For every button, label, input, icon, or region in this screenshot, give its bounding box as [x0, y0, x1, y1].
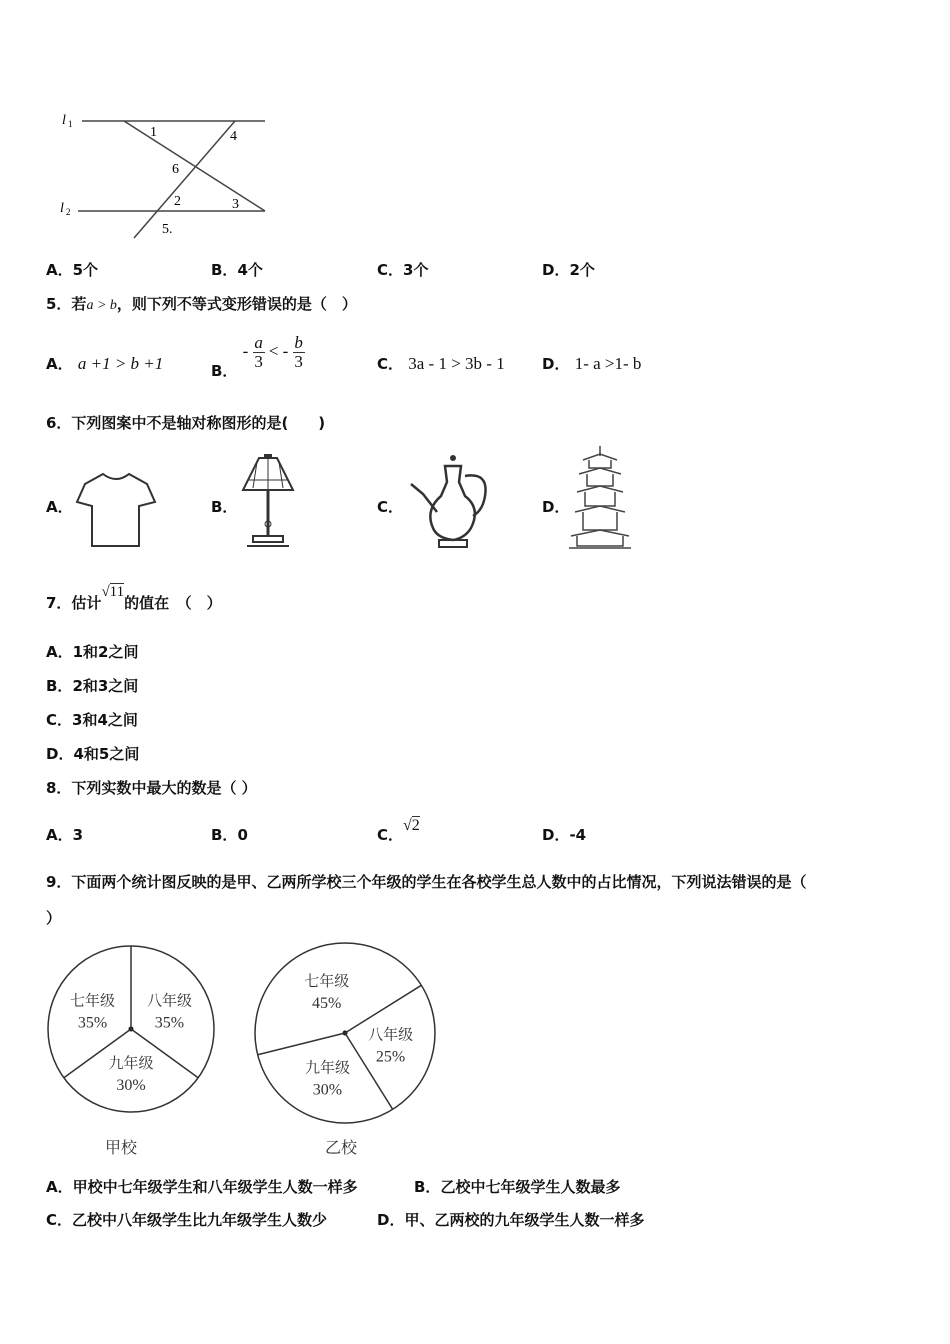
q8-option-b[interactable] — [211, 825, 248, 845]
q9-option-a[interactable] — [46, 1177, 358, 1197]
q6-stem: 6．下列图案中不是轴对称图形的是( ) — [46, 414, 326, 432]
q4-option-d[interactable] — [542, 260, 595, 280]
pie-slice-label: 八年级 — [368, 1025, 414, 1044]
stem-text: ，则下列不等式变形错误的是（ ） — [116, 295, 357, 313]
option-letter: B． — [211, 826, 238, 844]
option-letter: A． — [46, 643, 73, 661]
q9-option-d[interactable] — [377, 1210, 644, 1230]
t-shirt-icon — [75, 470, 165, 550]
option-letter: A． — [46, 261, 73, 279]
q5-stem — [46, 294, 357, 316]
option-text: -4 — [569, 826, 587, 844]
pie-slice-percent: 45% — [312, 994, 342, 1012]
pagoda-icon — [565, 444, 635, 554]
option-text: 5个 — [72, 261, 99, 279]
q9-stem-end: ） — [46, 909, 62, 927]
stem-text: 7．估计 — [46, 594, 102, 612]
angle-4: 4 — [230, 129, 237, 144]
option-letter: D． — [377, 1211, 405, 1229]
option-text: 3 — [72, 826, 84, 844]
angle-5: 5. — [162, 222, 173, 237]
denominator: 3 — [294, 352, 303, 371]
option-text: 乙校中八年级学生比九年级学生人数少 — [72, 1211, 328, 1229]
label-l1-sub: 1 — [68, 119, 73, 129]
option-letter: D． — [542, 261, 570, 279]
q9-option-b[interactable] — [414, 1177, 620, 1197]
q9-stem: 9．下面两个统计图反映的是甲、乙两所学校三个年级的学生在各校学生总人数中的占比情况，下列说法错误的是（ — [46, 873, 807, 891]
option-text: 甲校中七年级学生和八年级学生人数一样多 — [72, 1178, 358, 1196]
pie-slice-label: 七年级 — [70, 991, 116, 1010]
option-text: 4和5之间 — [73, 745, 140, 763]
q8-option-a[interactable] — [46, 825, 83, 845]
option-letter: D． — [542, 355, 570, 373]
angle-3: 3 — [232, 197, 239, 212]
q7-option-d[interactable] — [46, 744, 139, 764]
q7-option-b[interactable] — [46, 676, 138, 696]
option-text: 2和3之间 — [72, 677, 139, 695]
q8-stem: 8．下列实数中最大的数是（ ） — [46, 779, 257, 797]
radicand: 2 — [411, 817, 420, 834]
label-l1: l — [62, 113, 66, 128]
option-letter: C． — [377, 355, 404, 373]
denominator: 3 — [254, 352, 263, 371]
option-text: 乙校中七年级学生人数最多 — [440, 1178, 621, 1196]
q4-option-c[interactable] — [377, 260, 428, 280]
pie-slice-percent: 35% — [154, 1014, 185, 1032]
pie-slice-label: 九年级 — [304, 1058, 350, 1077]
option-letter: A． — [46, 1178, 73, 1196]
pie-slice-label: 九年级 — [108, 1054, 154, 1073]
stem-text: 5．若 — [46, 295, 87, 313]
option-letter: A． — [46, 355, 73, 373]
option-letter: A． — [46, 826, 73, 844]
option-letter: B． — [211, 362, 238, 381]
pie-slice-label: 八年级 — [146, 991, 192, 1010]
q9-option-c[interactable] — [46, 1210, 327, 1230]
pie-slice-percent: 35% — [77, 1014, 108, 1032]
option-text: 甲、乙两校的九年级学生人数一样多 — [404, 1211, 645, 1229]
q7-option-a[interactable] — [46, 642, 138, 662]
q5-option-d[interactable] — [542, 354, 641, 374]
pie-slice-boundary — [258, 1033, 345, 1055]
parallel-lines-figure — [40, 100, 280, 245]
pie-title: 乙校 — [324, 1138, 358, 1157]
q6-option-d[interactable]: D． — [542, 498, 570, 516]
option-text: 2个 — [569, 261, 595, 279]
q4-option-b[interactable] — [211, 260, 263, 280]
option-text: 1和2之间 — [72, 643, 139, 661]
pie-slice-boundary — [345, 1033, 393, 1109]
angle-2: 2 — [174, 194, 181, 209]
fraction — [253, 334, 265, 371]
fraction — [293, 334, 305, 371]
option-math: 3a - 1 > 3b - 1 — [408, 354, 505, 373]
numerator: a — [254, 333, 263, 352]
option-text: 3个 — [403, 261, 429, 279]
radicand: 11 — [109, 584, 125, 600]
pie-charts — [35, 935, 455, 1165]
option-letter: C． — [46, 711, 73, 729]
option-text: 4个 — [237, 261, 263, 279]
pie-slice-percent: 30% — [116, 1077, 146, 1095]
pie-title: 甲校 — [104, 1138, 138, 1157]
q6-option-a[interactable]: A． — [46, 498, 73, 516]
sqrt-2: √2 — [403, 817, 420, 834]
angle-1: 1 — [150, 125, 157, 140]
q5-option-b[interactable] — [211, 330, 305, 381]
condition-math: a > b — [86, 298, 117, 313]
minus: - — [242, 341, 249, 361]
label-l2: l — [60, 201, 64, 216]
pie-slice-percent: 25% — [375, 1048, 406, 1066]
q7-stem — [46, 584, 222, 614]
q5-option-c[interactable] — [377, 354, 505, 374]
q8-option-c[interactable] — [377, 817, 420, 846]
numerator: b — [294, 333, 303, 352]
option-math — [243, 334, 305, 371]
option-math: 1- a >1- b — [574, 354, 642, 373]
option-text: 3和4之间 — [72, 711, 138, 729]
stem-text: 的值在 （ ） — [124, 594, 222, 612]
option-letter: B． — [211, 261, 238, 279]
option-text: 0 — [237, 826, 248, 844]
option-letter: C． — [377, 261, 404, 279]
option-letter: C． — [377, 826, 404, 844]
option-math: a +1 > b +1 — [77, 354, 164, 373]
sqrt-11: √11 — [101, 584, 125, 600]
q5-option-a[interactable] — [46, 354, 163, 374]
q7-option-c[interactable] — [46, 710, 138, 730]
lamp-icon — [237, 450, 307, 550]
label-l2-sub: 2 — [66, 207, 71, 217]
option-letter: B． — [46, 677, 73, 695]
relation: < - — [268, 341, 289, 361]
option-letter: C． — [46, 1211, 73, 1229]
q6-option-b[interactable]: B． — [211, 498, 238, 516]
q8-option-d[interactable] — [542, 825, 586, 845]
q4-option-a[interactable] — [46, 260, 98, 280]
option-letter: D． — [542, 826, 570, 844]
pie-slice-label: 七年级 — [304, 971, 350, 990]
angle-6: 6 — [172, 162, 179, 177]
option-letter: B． — [414, 1178, 441, 1196]
pie-slice-percent: 30% — [312, 1081, 343, 1099]
option-letter: D． — [46, 745, 74, 763]
q6-option-c[interactable]: C． — [377, 498, 404, 516]
teapot-icon — [405, 452, 495, 552]
